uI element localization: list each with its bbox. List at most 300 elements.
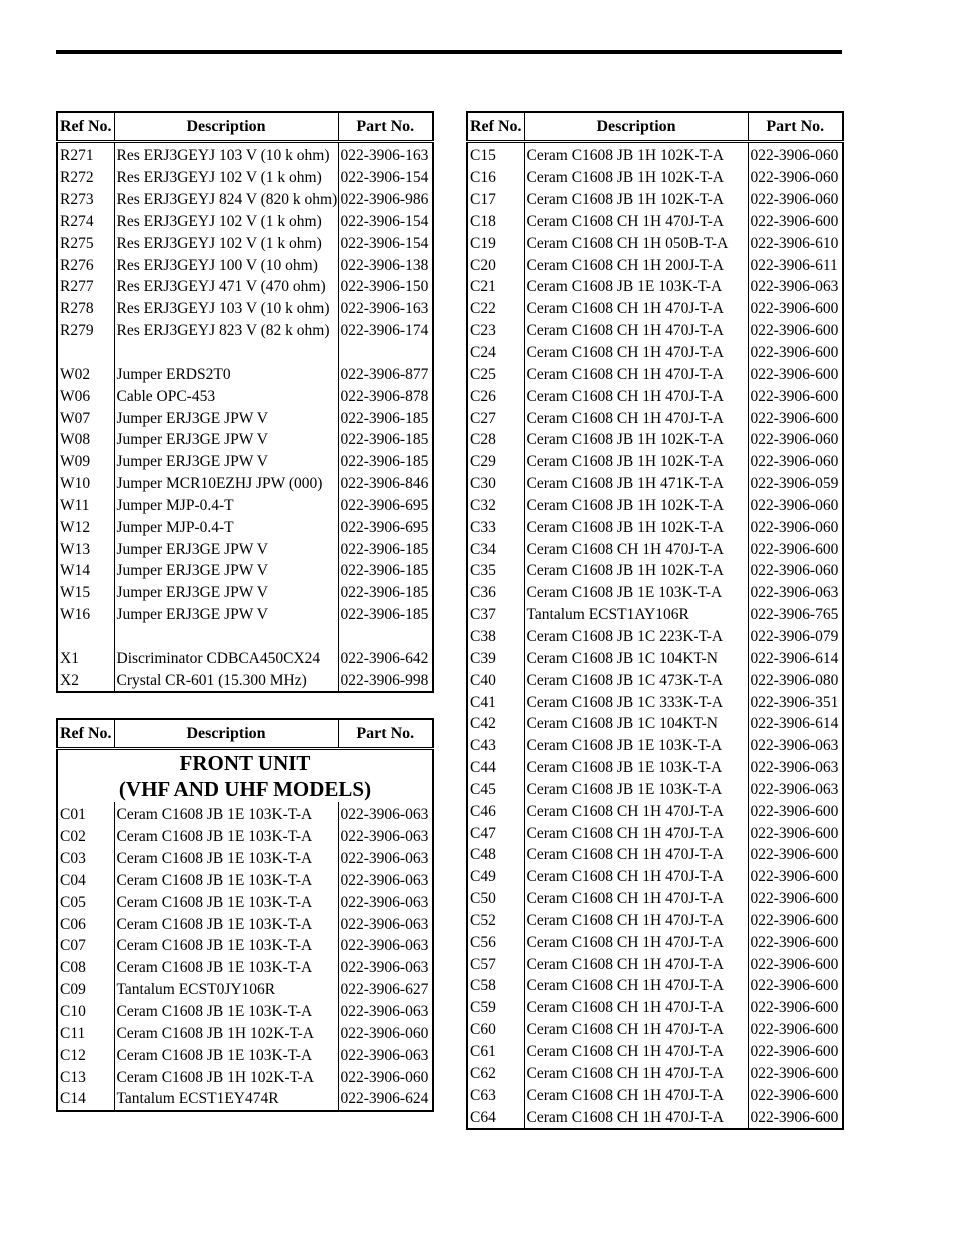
description-cell: Res ERJ3GEYJ 102 V (1 k ohm): [114, 211, 338, 233]
table-row: [467, 1106, 843, 1129]
description-cell: Tantalum ECST0JY106R: [114, 979, 338, 1001]
part-no-cell: 022-3906-878: [338, 385, 433, 407]
part-no-cell: 022-3906-185: [338, 538, 433, 560]
ref-no-cell: C61: [470, 1043, 496, 1061]
table-row: [57, 935, 433, 957]
description-cell: Ceram C1608 JB 1E 103K-T-A: [114, 826, 338, 848]
ref-no-cell: R277: [60, 278, 94, 296]
table-row: [467, 560, 843, 582]
ref-no-cell: C25: [470, 365, 496, 383]
description-cell: Crystal CR-601 (15.300 MHz): [114, 669, 338, 692]
description-cell: Ceram C1608 JB 1H 102K-T-A: [524, 495, 748, 517]
description-cell: Ceram C1608 CH 1H 470J-T-A: [524, 888, 748, 910]
description-cell: Ceram C1608 CH 1H 470J-T-A: [524, 1084, 748, 1106]
ref-no-cell: C06: [60, 915, 86, 933]
ref-no-cell: C38: [470, 627, 496, 645]
description-cell: Ceram C1608 CH 1H 470J-T-A: [524, 342, 748, 364]
description-cell: Discriminator CDBCA450CX24: [114, 647, 338, 669]
table-row: [467, 363, 843, 385]
table-row: [467, 320, 843, 342]
description-cell: Ceram C1608 CH 1H 470J-T-A: [524, 407, 748, 429]
table-row: [57, 538, 433, 560]
description-cell: Ceram C1608 CH 1H 470J-T-A: [524, 320, 748, 342]
ref-no-cell: C17: [470, 191, 496, 209]
table-row: [57, 363, 433, 385]
description-cell: Jumper ERJ3GE JPW V: [114, 538, 338, 560]
ref-no-cell: C16: [470, 169, 496, 187]
description-cell: Ceram C1608 CH 1H 470J-T-A: [524, 1062, 748, 1084]
part-no-cell: 022-3906-600: [748, 320, 843, 342]
table-row: [467, 822, 843, 844]
part-no-cell: 022-3906-600: [748, 385, 843, 407]
table-row: [57, 826, 433, 848]
description-cell: Ceram C1608 CH 1H 470J-T-A: [524, 931, 748, 953]
description-cell: Tantalum ECST1AY106R: [524, 604, 748, 626]
part-no-cell: 022-3906-600: [748, 1019, 843, 1041]
ref-no-header: Ref No.: [57, 112, 114, 142]
part-no-cell: 022-3906-060: [748, 429, 843, 451]
description-cell: Ceram C1608 JB 1E 103K-T-A: [524, 757, 748, 779]
ref-no-cell: R273: [60, 191, 94, 209]
table-row: [467, 1041, 843, 1063]
description-cell: Ceram C1608 CH 1H 470J-T-A: [524, 866, 748, 888]
ref-no-cell: C26: [470, 387, 496, 405]
ref-no-cell: C34: [470, 540, 496, 558]
ref-no-cell: W12: [60, 518, 91, 536]
part-no-cell: 022-3906-080: [748, 669, 843, 691]
ref-no-cell: C45: [470, 780, 496, 798]
part-no-cell: 022-3906-150: [338, 276, 433, 298]
ref-no-cell: C42: [470, 715, 496, 733]
table-row: [57, 429, 433, 451]
part-no-cell: 022-3906-174: [338, 320, 433, 342]
ref-no-cell: C24: [470, 344, 496, 362]
description-cell: Ceram C1608 CH 1H 470J-T-A: [524, 997, 748, 1019]
ref-no-cell: C04: [60, 871, 86, 889]
ref-no-cell: R278: [60, 300, 94, 318]
description-cell: Jumper ERJ3GE JPW V: [114, 451, 338, 473]
description-cell: Ceram C1608 CH 1H 200J-T-A: [524, 254, 748, 276]
description-cell: Res ERJ3GEYJ 471 V (470 ohm): [114, 276, 338, 298]
part-no-cell: 022-3906-600: [748, 910, 843, 932]
ref-no-cell: C23: [470, 322, 496, 340]
part-no-cell: 022-3906-060: [748, 495, 843, 517]
table-row: [467, 538, 843, 560]
part-no-cell: 022-3906-063: [748, 582, 843, 604]
table-row: [57, 1001, 433, 1023]
table-row: [57, 979, 433, 1001]
description-cell: Ceram C1608 CH 1H 470J-T-A: [524, 800, 748, 822]
description-cell: Ceram C1608 CH 1H 470J-T-A: [524, 1019, 748, 1041]
table-row: [467, 407, 843, 429]
description-cell: Ceram C1608 JB 1E 103K-T-A: [524, 778, 748, 800]
part-no-cell: 022-3906-060: [748, 516, 843, 538]
description-cell: Ceram C1608 JB 1E 103K-T-A: [114, 1001, 338, 1023]
ref-no-cell: C56: [470, 933, 496, 951]
description-cell: Res ERJ3GEYJ 823 V (82 k ohm): [114, 320, 338, 342]
table-row: [467, 1062, 843, 1084]
ref-no-cell: C12: [60, 1046, 86, 1064]
table-row: [467, 167, 843, 189]
part-no-cell: 022-3906-060: [748, 560, 843, 582]
part-no-cell: 022-3906-600: [748, 1041, 843, 1063]
description-cell: Ceram C1608 JB 1E 103K-T-A: [114, 935, 338, 957]
ref-no-cell: W15: [60, 584, 91, 602]
top-rule: [56, 50, 842, 54]
table-row: [57, 232, 433, 254]
part-no-cell: 022-3906-163: [338, 298, 433, 320]
ref-no-cell: C62: [470, 1064, 496, 1082]
description-cell: Ceram C1608 JB 1H 102K-T-A: [524, 167, 748, 189]
part-no-cell: [338, 626, 433, 648]
section-title: [57, 749, 433, 803]
ref-no-cell: R274: [60, 212, 94, 230]
part-no-cell: 022-3906-614: [748, 713, 843, 735]
ref-no-cell: W09: [60, 453, 91, 471]
ref-no-cell: C13: [60, 1068, 86, 1086]
part-no-cell: 022-3906-185: [338, 407, 433, 429]
part-no-cell: 022-3906-063: [748, 735, 843, 757]
table-row: [57, 1066, 433, 1088]
part-no-cell: 022-3906-185: [338, 560, 433, 582]
table-row: [467, 931, 843, 953]
part-no-cell: 022-3906-611: [748, 254, 843, 276]
table-row: [467, 429, 843, 451]
table-row: [467, 778, 843, 800]
ref-no-cell: W08: [60, 431, 91, 449]
table-row: [57, 189, 433, 211]
table-row: [467, 975, 843, 997]
table-row: [57, 1044, 433, 1066]
description-cell: Ceram C1608 CH 1H 470J-T-A: [524, 211, 748, 233]
table-row: [467, 626, 843, 648]
table-row: [467, 516, 843, 538]
ref-no-cell: C09: [60, 981, 86, 999]
ref-no-cell: C14: [60, 1090, 86, 1108]
part-no-cell: 022-3906-351: [748, 691, 843, 713]
part-no-cell: 022-3906-600: [748, 888, 843, 910]
ref-no-cell: C36: [470, 584, 496, 602]
part-no-cell: 022-3906-063: [338, 802, 433, 826]
part-no-cell: 022-3906-600: [748, 342, 843, 364]
ref-no-cell: R275: [60, 234, 94, 252]
description-cell: Ceram C1608 JB 1C 473K-T-A: [524, 669, 748, 691]
table-row: [467, 582, 843, 604]
ref-no-cell: C07: [60, 937, 86, 955]
part-no-cell: 022-3906-063: [748, 778, 843, 800]
description-cell: Ceram C1608 JB 1E 103K-T-A: [114, 802, 338, 826]
part-no-cell: 022-3906-695: [338, 516, 433, 538]
description-cell: Jumper ERJ3GE JPW V: [114, 582, 338, 604]
description-cell: Ceram C1608 JB 1C 223K-T-A: [524, 626, 748, 648]
description-cell: Res ERJ3GEYJ 103 V (10 k ohm): [114, 298, 338, 320]
description-cell: Tantalum ECST1EY474R: [114, 1088, 338, 1111]
table-row: [467, 800, 843, 822]
ref-no-cell: W16: [60, 606, 91, 624]
ref-no-header: Ref No.: [467, 112, 524, 142]
table-row: [57, 342, 433, 364]
table-row: [57, 802, 433, 826]
description-cell: Ceram C1608 JB 1H 102K-T-A: [114, 1066, 338, 1088]
ref-no-cell: C44: [470, 759, 496, 777]
part-no-cell: 022-3906-986: [338, 189, 433, 211]
description-cell: Ceram C1608 CH 1H 470J-T-A: [524, 953, 748, 975]
part-no-cell: 022-3906-063: [338, 891, 433, 913]
ref-no-cell: C48: [470, 846, 496, 864]
table-row: [467, 713, 843, 735]
ref-no-cell: R272: [60, 169, 94, 187]
part-no-cell: 022-3906-600: [748, 866, 843, 888]
table-row: [467, 232, 843, 254]
table-row: [467, 647, 843, 669]
description-cell: Ceram C1608 JB 1E 103K-T-A: [524, 735, 748, 757]
ref-no-cell: C59: [470, 999, 496, 1017]
part-no-cell: 022-3906-063: [748, 276, 843, 298]
part-no-cell: 022-3906-600: [748, 800, 843, 822]
part-no-cell: 022-3906-627: [338, 979, 433, 1001]
table-row: [467, 342, 843, 364]
part-no-cell: 022-3906-063: [338, 957, 433, 979]
description-cell: Ceram C1608 JB 1E 103K-T-A: [524, 582, 748, 604]
parts-table-left-top: [56, 111, 434, 693]
ref-no-cell: C19: [470, 234, 496, 252]
part-no-cell: 022-3906-600: [748, 953, 843, 975]
ref-no-cell: C20: [470, 256, 496, 274]
ref-no-cell: W11: [60, 496, 90, 514]
table-row: [467, 691, 843, 713]
ref-no-cell: C64: [470, 1108, 496, 1126]
ref-no-cell: C41: [470, 693, 496, 711]
part-no-cell: 022-3906-600: [748, 1062, 843, 1084]
part-no-cell: 022-3906-060: [338, 1066, 433, 1088]
description-cell: Ceram C1608 JB 1H 102K-T-A: [524, 560, 748, 582]
part-no-cell: 022-3906-614: [748, 647, 843, 669]
table-row: [467, 473, 843, 495]
table-row: [57, 451, 433, 473]
description-cell: [114, 342, 338, 364]
part-no-cell: 022-3906-063: [338, 848, 433, 870]
ref-no-cell: C30: [470, 475, 496, 493]
ref-no-cell: C60: [470, 1021, 496, 1039]
table-row: [57, 647, 433, 669]
ref-no-cell: C47: [470, 824, 496, 842]
part-no-cell: 022-3906-600: [748, 931, 843, 953]
ref-no-cell: C03: [60, 850, 86, 868]
description-header: Description: [524, 112, 748, 142]
part-no-cell: 022-3906-600: [748, 211, 843, 233]
ref-no-cell: W13: [60, 540, 91, 558]
ref-no-cell: C21: [470, 278, 496, 296]
ref-no-cell: C52: [470, 911, 496, 929]
part-no-header: Part No.: [338, 719, 433, 749]
description-cell: Ceram C1608 CH 1H 470J-T-A: [524, 822, 748, 844]
ref-no-cell: X1: [60, 649, 79, 667]
table-row: [57, 167, 433, 189]
part-no-cell: 022-3906-060: [338, 1022, 433, 1044]
part-no-cell: 022-3906-600: [748, 407, 843, 429]
table-row: [467, 276, 843, 298]
table-row: [57, 891, 433, 913]
part-no-cell: 022-3906-060: [748, 142, 843, 167]
description-cell: Jumper ERJ3GE JPW V: [114, 407, 338, 429]
description-cell: Jumper MJP-0.4-T: [114, 495, 338, 517]
ref-no-cell: X2: [60, 671, 79, 689]
description-header: Description: [114, 719, 338, 749]
part-no-cell: 022-3906-060: [748, 451, 843, 473]
description-cell: Res ERJ3GEYJ 103 V (10 k ohm): [114, 142, 338, 167]
table-row: [467, 888, 843, 910]
part-no-cell: [338, 342, 433, 364]
table-row: [467, 1084, 843, 1106]
part-no-cell: 022-3906-600: [748, 1106, 843, 1129]
ref-no-cell: C22: [470, 300, 496, 318]
table-row: [467, 757, 843, 779]
table-row: [57, 211, 433, 233]
parts-table-right: [466, 111, 844, 1130]
table-row: [467, 997, 843, 1019]
description-cell: Res ERJ3GEYJ 102 V (1 k ohm): [114, 232, 338, 254]
part-no-cell: 022-3906-063: [748, 757, 843, 779]
ref-no-cell: C28: [470, 431, 496, 449]
table-row: [57, 626, 433, 648]
part-no-cell: 022-3906-610: [748, 232, 843, 254]
part-no-cell: 022-3906-600: [748, 538, 843, 560]
table-row: [467, 669, 843, 691]
section-title-row: [57, 749, 433, 803]
ref-no-cell: W02: [60, 365, 91, 383]
part-no-cell: 022-3906-998: [338, 669, 433, 692]
part-no-cell: 022-3906-600: [748, 822, 843, 844]
description-cell: Ceram C1608 JB 1H 102K-T-A: [524, 516, 748, 538]
description-cell: Ceram C1608 JB 1H 102K-T-A: [114, 1022, 338, 1044]
description-cell: Ceram C1608 JB 1E 103K-T-A: [114, 891, 338, 913]
ref-no-cell: C11: [60, 1024, 86, 1042]
part-no-cell: 022-3906-060: [748, 189, 843, 211]
part-no-header: Part No.: [338, 112, 433, 142]
table-row: [57, 142, 433, 167]
table-row: [57, 957, 433, 979]
description-cell: Ceram C1608 JB 1E 103K-T-A: [524, 276, 748, 298]
section-title-line2: (VHF AND UHF MODELS): [118, 777, 372, 801]
ref-no-cell: C02: [60, 828, 86, 846]
part-no-cell: 022-3906-163: [338, 142, 433, 167]
table-row: [467, 254, 843, 276]
description-cell: Ceram C1608 JB 1H 102K-T-A: [524, 429, 748, 451]
part-no-cell: 022-3906-600: [748, 298, 843, 320]
table-row: [467, 910, 843, 932]
description-header: Description: [114, 112, 338, 142]
part-no-header: Part No.: [748, 112, 843, 142]
table-row: [57, 560, 433, 582]
description-cell: Ceram C1608 CH 1H 470J-T-A: [524, 538, 748, 560]
table-row: [467, 385, 843, 407]
ref-no-cell: C35: [470, 562, 496, 580]
ref-no-cell: C58: [470, 977, 496, 995]
table-row: [467, 298, 843, 320]
ref-no-cell: R279: [60, 322, 94, 340]
description-cell: [114, 626, 338, 648]
part-no-cell: 022-3906-154: [338, 211, 433, 233]
description-cell: Ceram C1608 JB 1H 471K-T-A: [524, 473, 748, 495]
ref-no-header: Ref No.: [57, 719, 114, 749]
description-cell: Res ERJ3GEYJ 102 V (1 k ohm): [114, 167, 338, 189]
part-no-cell: 022-3906-059: [748, 473, 843, 495]
description-cell: Ceram C1608 CH 1H 470J-T-A: [524, 298, 748, 320]
table-row: [57, 320, 433, 342]
part-no-cell: 022-3906-079: [748, 626, 843, 648]
table-header-row: [467, 112, 843, 142]
part-no-cell: 022-3906-185: [338, 451, 433, 473]
table-row: [57, 407, 433, 429]
ref-no-cell: C49: [470, 868, 496, 886]
part-no-cell: 022-3906-846: [338, 473, 433, 495]
part-no-cell: 022-3906-765: [748, 604, 843, 626]
description-cell: Jumper ERDS2T0: [114, 363, 338, 385]
table-row: [467, 189, 843, 211]
part-no-cell: 022-3906-877: [338, 363, 433, 385]
part-no-cell: 022-3906-600: [748, 975, 843, 997]
ref-no-cell: C15: [470, 147, 496, 165]
ref-no-cell: C18: [470, 212, 496, 230]
table-row: [467, 735, 843, 757]
part-no-cell: 022-3906-185: [338, 582, 433, 604]
table-row: [467, 953, 843, 975]
part-no-cell: 022-3906-063: [338, 870, 433, 892]
description-cell: Jumper MJP-0.4-T: [114, 516, 338, 538]
ref-no-cell: C40: [470, 671, 496, 689]
table-row: [467, 495, 843, 517]
part-no-cell: 022-3906-060: [748, 167, 843, 189]
description-cell: Ceram C1608 JB 1C 104KT-N: [524, 713, 748, 735]
table-row: [57, 495, 433, 517]
description-cell: Ceram C1608 JB 1C 333K-T-A: [524, 691, 748, 713]
ref-no-cell: C63: [470, 1086, 496, 1104]
table-row: [467, 1019, 843, 1041]
table-row: [467, 866, 843, 888]
description-cell: Jumper ERJ3GE JPW V: [114, 560, 338, 582]
description-cell: Ceram C1608 CH 1H 470J-T-A: [524, 975, 748, 997]
ref-no-cell: W10: [60, 475, 91, 493]
section-title-line1: FRONT UNIT: [179, 751, 311, 775]
ref-no-cell: C32: [470, 496, 496, 514]
description-cell: Ceram C1608 CH 1H 470J-T-A: [524, 910, 748, 932]
table-row: [57, 473, 433, 495]
part-no-cell: 022-3906-642: [338, 647, 433, 669]
table-row: [57, 1088, 433, 1111]
table-header-row: [57, 112, 433, 142]
table-row: [57, 516, 433, 538]
ref-no-cell: C39: [470, 649, 496, 667]
description-cell: Ceram C1608 JB 1H 102K-T-A: [524, 142, 748, 167]
table-row: [57, 385, 433, 407]
part-no-cell: 022-3906-600: [748, 997, 843, 1019]
table-row: [467, 451, 843, 473]
ref-no-cell: [57, 342, 114, 364]
table-row: [57, 298, 433, 320]
description-cell: Jumper ERJ3GE JPW V: [114, 429, 338, 451]
ref-no-cell: W06: [60, 387, 91, 405]
table-row: [467, 604, 843, 626]
ref-no-cell: C10: [60, 1003, 86, 1021]
description-cell: Ceram C1608 JB 1E 103K-T-A: [114, 913, 338, 935]
description-cell: Ceram C1608 JB 1E 103K-T-A: [114, 870, 338, 892]
description-cell: Ceram C1608 JB 1E 103K-T-A: [114, 957, 338, 979]
ref-no-cell: C50: [470, 890, 496, 908]
part-no-cell: 022-3906-600: [748, 844, 843, 866]
description-cell: Ceram C1608 CH 1H 470J-T-A: [524, 385, 748, 407]
part-no-cell: 022-3906-154: [338, 167, 433, 189]
table-header-row: [57, 719, 433, 749]
